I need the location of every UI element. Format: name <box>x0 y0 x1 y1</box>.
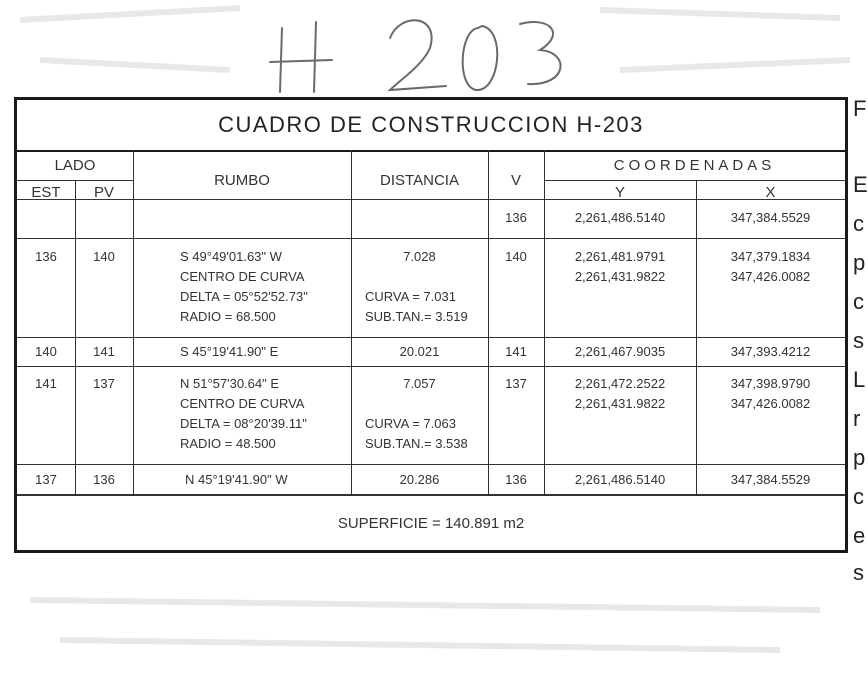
row2-pv: 141 <box>93 344 115 359</box>
side-text-char: r <box>853 406 861 431</box>
row3-y: 2,261,472.2522 <box>574 376 666 391</box>
row1-y-center: 2,261,431.9822 <box>574 269 666 284</box>
side-text-char: F <box>853 96 867 121</box>
row3-rumbo-bearing: N 51°57'30.64" E <box>180 376 280 391</box>
side-text-char: L <box>853 367 866 392</box>
grid-line <box>351 150 352 494</box>
initial-y: 2,261,486.5140 <box>574 210 666 225</box>
side-text-char: c <box>853 211 864 236</box>
row4-v: 136 <box>505 472 527 487</box>
side-text-char: e <box>853 523 866 548</box>
header-coordenadas: COORDENADAS <box>613 157 776 174</box>
row1-x: 347,379.1834 <box>730 249 811 264</box>
row1-curva: CURVA = 7.031 <box>365 289 456 304</box>
row3-subtan: SUB.TAN.= 3.538 <box>365 436 468 451</box>
header-rumbo: RUMBO <box>214 172 270 189</box>
row2-v: 141 <box>505 344 527 359</box>
grid-line <box>17 337 845 338</box>
header-v: V <box>510 172 521 189</box>
side-text-char: s <box>853 560 864 585</box>
initial-x: 347,384.5529 <box>730 210 811 225</box>
row3-v: 137 <box>505 376 527 391</box>
grid-line <box>17 238 845 239</box>
header-lado: LADO <box>54 157 96 174</box>
row2-y: 2,261,467.9035 <box>574 344 666 359</box>
row1-rumbo-center: CENTRO DE CURVA <box>180 269 305 284</box>
row4-est: 137 <box>35 472 57 487</box>
row3-x-center: 347,426.0082 <box>730 396 811 411</box>
table-title: CUADRO DE CONSTRUCCION H-203 <box>17 100 845 152</box>
grid-line <box>544 180 845 181</box>
row1-v: 140 <box>505 249 527 264</box>
header-x: X <box>765 184 776 201</box>
row4-rumbo: N 45°19'41.90" W <box>185 472 288 487</box>
row1-y: 2,261,481.9791 <box>574 249 666 264</box>
construction-table <box>14 97 848 553</box>
row3-x: 347,398.9790 <box>730 376 811 391</box>
row4-pv: 136 <box>93 472 115 487</box>
row3-rumbo-center: CENTRO DE CURVA <box>180 396 305 411</box>
row3-rumbo-delta: DELTA = 08°20'39.11" <box>180 416 307 431</box>
row3-distancia: 7.057 <box>403 376 436 391</box>
row3-y-center: 2,261,431.9822 <box>574 396 666 411</box>
row4-x: 347,384.5529 <box>730 472 811 487</box>
side-text-char: c <box>853 289 864 314</box>
initial-v: 136 <box>505 210 527 225</box>
header-pv: PV <box>93 184 114 201</box>
grid-line <box>17 464 845 465</box>
row1-rumbo-bearing: S 49°49'01.63" W <box>180 249 282 264</box>
row1-distancia: 7.028 <box>403 249 436 264</box>
row1-x-center: 347,426.0082 <box>730 269 811 284</box>
header-est: EST <box>31 184 61 201</box>
row1-pv: 140 <box>93 249 115 264</box>
grid-line <box>544 150 545 494</box>
grid-line <box>133 150 134 494</box>
side-text-char: s <box>853 328 864 353</box>
header-y: Y <box>614 184 625 201</box>
row3-pv: 137 <box>93 376 115 391</box>
row2-distancia: 20.021 <box>399 344 440 359</box>
row1-rumbo-delta: DELTA = 05°52'52.73" <box>180 289 308 304</box>
side-text-char: E <box>853 172 868 197</box>
row3-curva: CURVA = 7.063 <box>365 416 456 431</box>
row1-subtan: SUB.TAN.= 3.519 <box>365 309 468 324</box>
handwritten-note <box>250 0 590 100</box>
row1-est: 136 <box>35 249 57 264</box>
row1-rumbo-radio: RADIO = 68.500 <box>180 309 276 324</box>
row3-est: 141 <box>35 376 57 391</box>
row2-x: 347,393.4212 <box>730 344 811 359</box>
row4-y: 2,261,486.5140 <box>574 472 666 487</box>
row2-est: 140 <box>35 344 57 359</box>
grid-line <box>488 150 489 494</box>
row3-rumbo-radio: RADIO = 48.500 <box>180 436 276 451</box>
grid-line <box>75 180 76 494</box>
header-distancia: DISTANCIA <box>380 172 459 189</box>
side-text-char: p <box>853 250 866 275</box>
row4-distancia: 20.286 <box>399 472 440 487</box>
side-text-char: p <box>853 445 866 470</box>
superficie-total: SUPERFICIE = 140.891 m2 <box>337 514 525 532</box>
row2-rumbo: S 45°19'41.90" E <box>180 344 279 359</box>
grid-line <box>17 366 845 367</box>
side-text-char: c <box>853 484 864 509</box>
